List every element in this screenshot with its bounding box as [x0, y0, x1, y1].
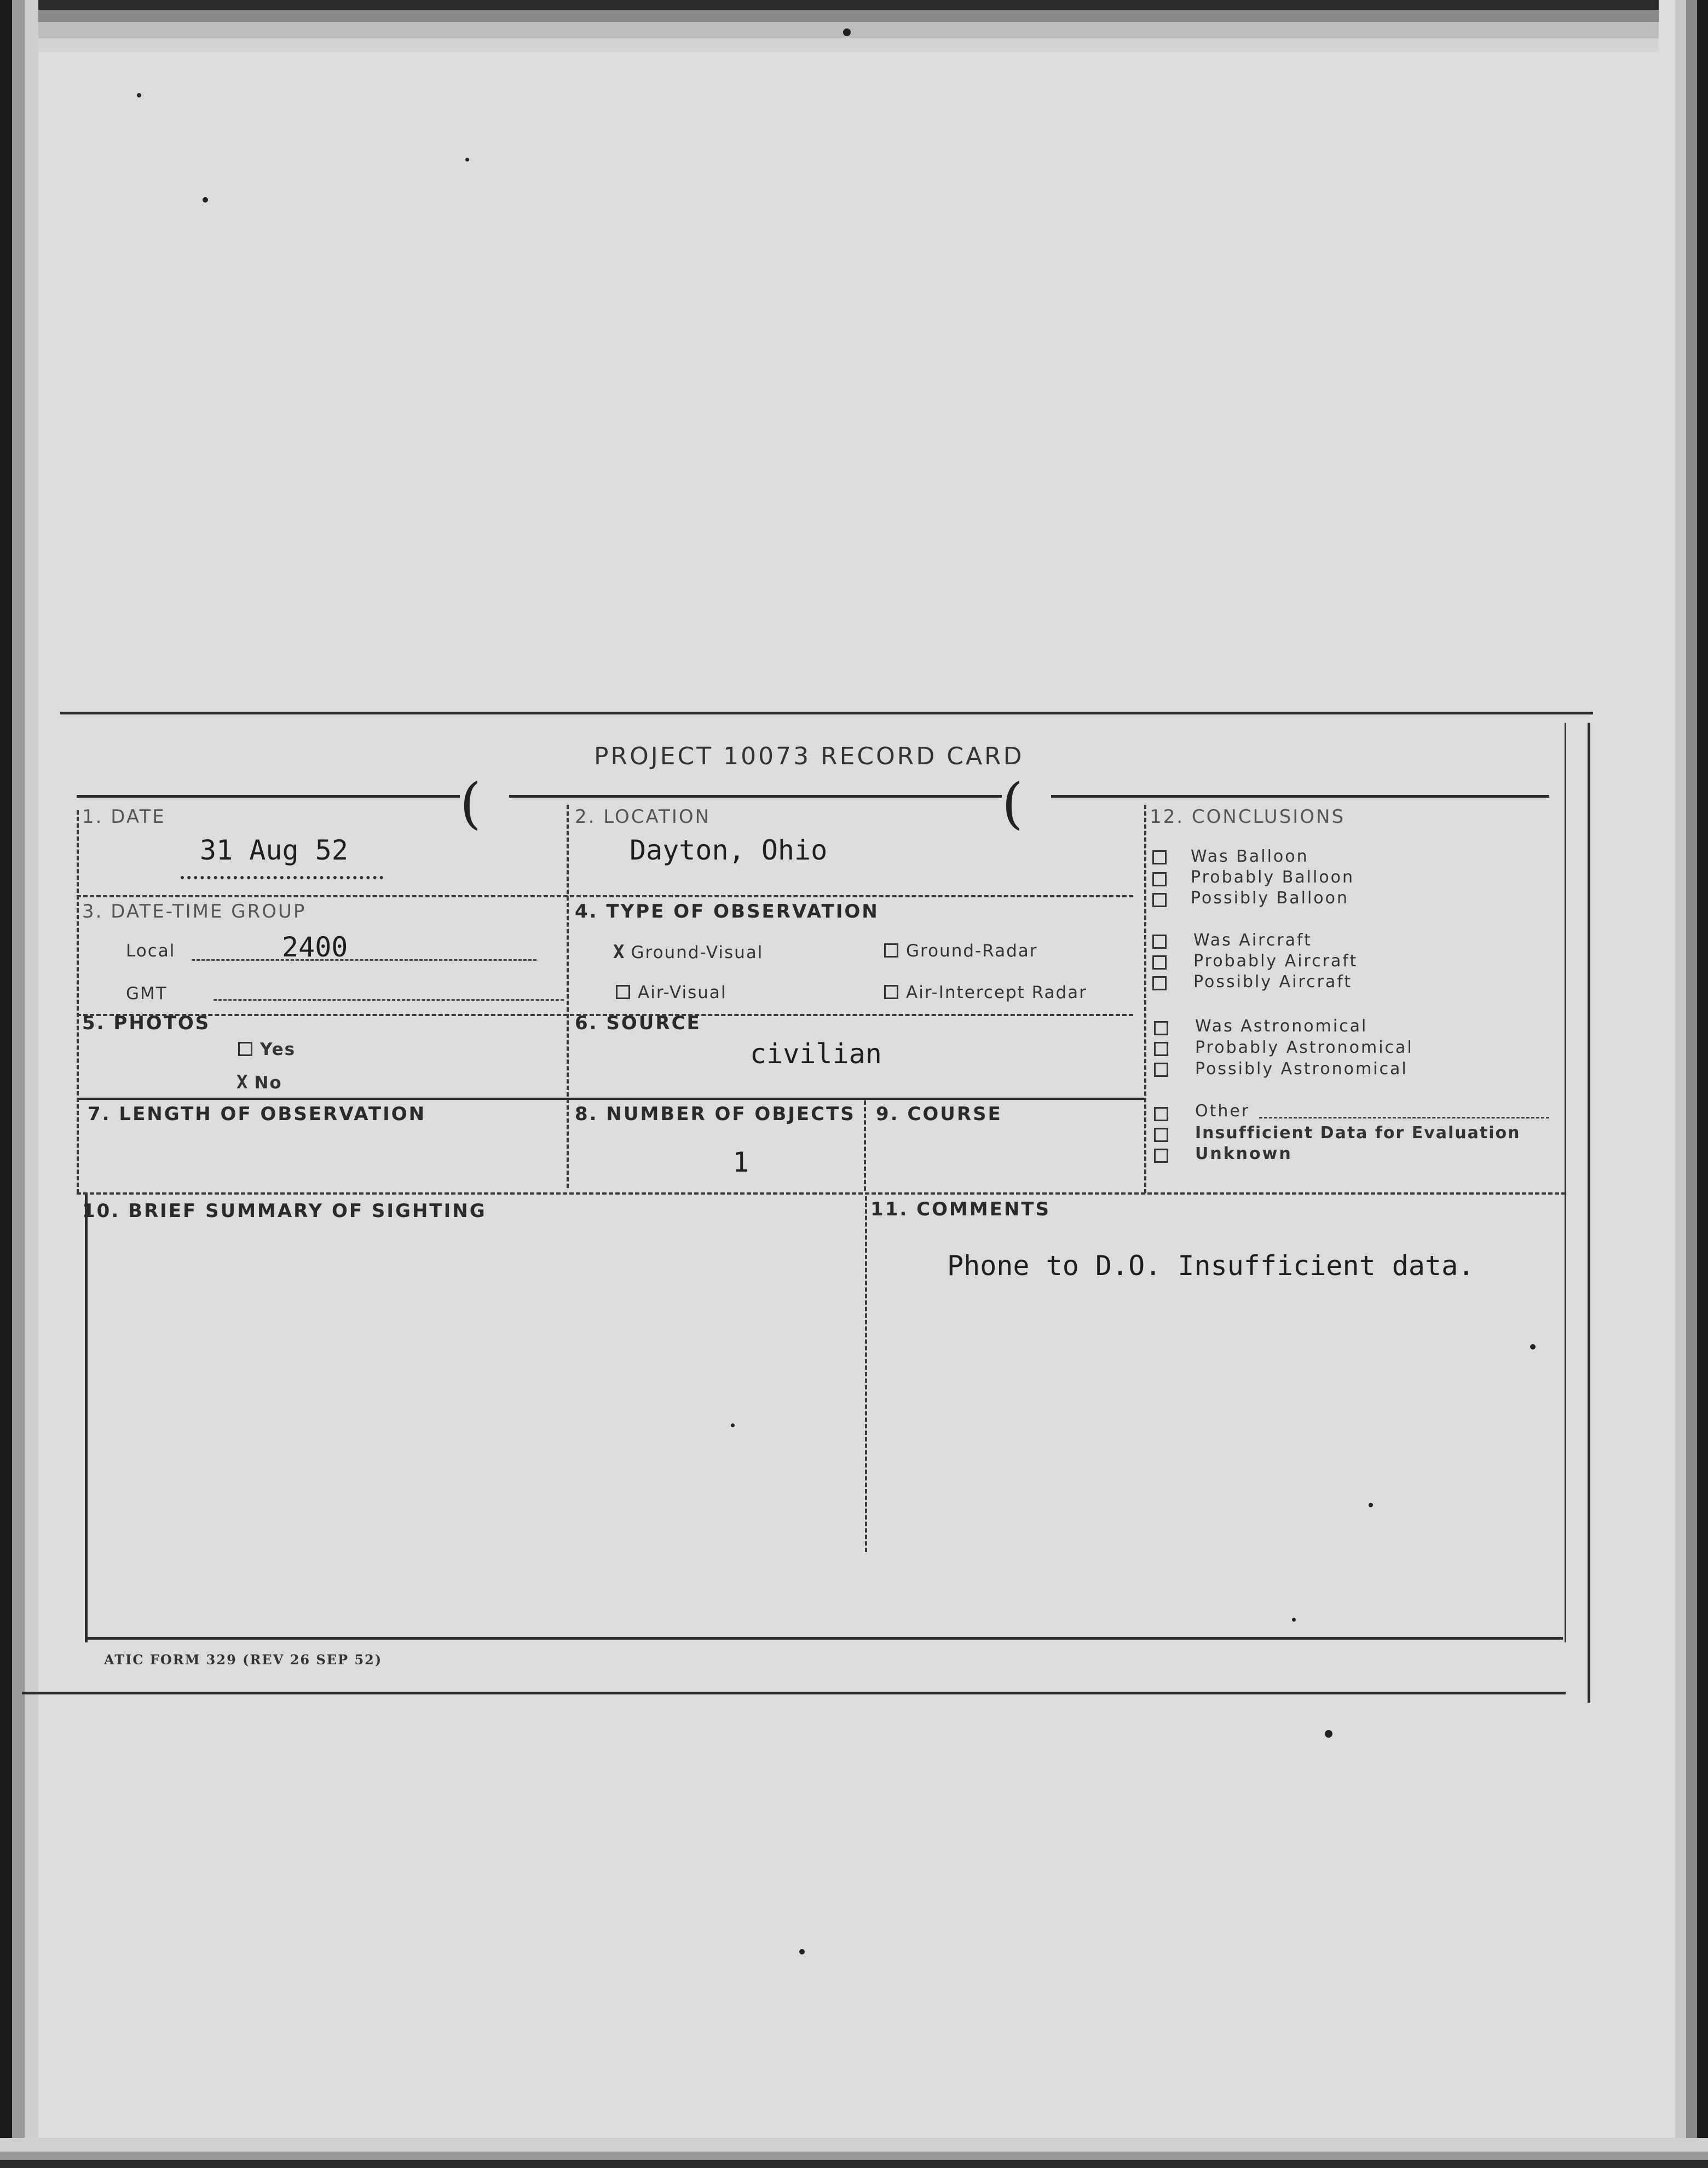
- date-time-group-label: 3. DATE-TIME GROUP: [82, 901, 307, 922]
- photos-no: [236, 1073, 282, 1092]
- comments-value: Phone to D.O. Insufficient data.: [947, 1250, 1475, 1282]
- brief-summary-label: 10. BRIEF SUMMARY OF SIGHTING: [82, 1200, 487, 1222]
- course-label: 9. COURSE: [876, 1103, 1002, 1125]
- checkbox-icon: [1152, 872, 1167, 886]
- checkbox-icon: [884, 985, 898, 999]
- row-rule-3: [77, 1098, 1144, 1100]
- location-value: Dayton, Ohio: [630, 834, 828, 866]
- speck: [203, 197, 208, 203]
- option-air-intercept-radar: [884, 984, 1087, 1001]
- local-time-value: 2400: [282, 931, 348, 963]
- conclusion-probably-balloon: Probably Balloon: [1191, 868, 1355, 887]
- conclusion-unknown: Unknown: [1195, 1144, 1292, 1163]
- checkbox-icon: [1152, 955, 1167, 970]
- punch-hole-mark: (: [1002, 771, 1024, 835]
- length-of-observation-label: 7. LENGTH OF OBSERVATION: [88, 1103, 426, 1125]
- conclusion-possibly-balloon: Possibly Balloon: [1191, 889, 1349, 908]
- checkbox-icon: [1152, 893, 1167, 907]
- conclusion-probably-aircraft: Probably Aircraft: [1193, 952, 1358, 971]
- checked-mark-icon: X: [613, 941, 626, 963]
- option-ground-radar: [884, 943, 1038, 960]
- gmt-label: GMT: [126, 984, 168, 1004]
- conclusion-was-aircraft: Was Aircraft: [1193, 931, 1312, 950]
- checkbox-icon: [1154, 1107, 1168, 1121]
- header-rule-right: [1051, 795, 1549, 798]
- option-air-visual-label: Air-Visual: [638, 983, 727, 1002]
- checkbox-icon: [1152, 850, 1167, 864]
- conclusion-possibly-aircraft: Possibly Aircraft: [1193, 972, 1353, 991]
- col-rule-left: [77, 810, 79, 1193]
- col-rule-c: [1144, 805, 1146, 1193]
- location-label: 2. LOCATION: [575, 806, 711, 828]
- scan-top-border: [0, 0, 1708, 52]
- speck: [731, 1423, 735, 1427]
- checkbox-icon: [1154, 1128, 1168, 1142]
- speck: [1325, 1730, 1332, 1738]
- conclusion-other: Other: [1195, 1102, 1250, 1121]
- speck: [137, 93, 141, 97]
- card-inner-right: [1565, 723, 1566, 1642]
- scan-left-border: [0, 0, 38, 2168]
- type-of-observation-label: 4. TYPE OF OBSERVATION: [575, 901, 879, 922]
- number-of-objects-label: 8. NUMBER OF OBJECTS: [575, 1103, 856, 1125]
- conclusion-was-astronomical: Was Astronomical: [1195, 1017, 1368, 1036]
- scan-bottom-border: [0, 2138, 1708, 2168]
- date-underline: [181, 876, 383, 879]
- other-line: [1259, 1117, 1549, 1118]
- date-value: 31 Aug 52: [200, 834, 348, 866]
- card-bottom-rule: [22, 1692, 1566, 1694]
- scan-right-border: [1659, 0, 1708, 2168]
- number-of-objects-value: 1: [732, 1146, 749, 1178]
- checkbox-icon: [1152, 976, 1167, 990]
- speck: [1530, 1344, 1536, 1350]
- source-value: civilian: [750, 1038, 882, 1070]
- option-ground-visual-label: Ground-Visual: [631, 943, 764, 962]
- source-label: 6. SOURCE: [575, 1012, 701, 1034]
- local-time-label: Local: [126, 941, 176, 961]
- checkbox-icon: [1154, 1042, 1168, 1056]
- photos-yes: [238, 1041, 296, 1058]
- row-rule-4: [77, 1192, 1566, 1195]
- col-rule-b: [864, 1100, 866, 1191]
- speck: [1369, 1503, 1373, 1507]
- checkbox-icon: [238, 1042, 252, 1056]
- col-rule-a1: [567, 805, 569, 1188]
- option-ground-radar-label: Ground-Radar: [906, 941, 1038, 961]
- checkbox-icon: [616, 985, 630, 999]
- conclusion-insufficient-data: Insufficient Data for Evaluation: [1195, 1123, 1521, 1143]
- card-title: PROJECT 10073 RECORD CARD: [594, 742, 1024, 770]
- gmt-line: [214, 999, 564, 1001]
- checkbox-icon: [1152, 935, 1167, 949]
- conclusion-possibly-astronomical: Possibly Astronomical: [1195, 1059, 1408, 1079]
- row-rule-1: [77, 895, 1133, 897]
- checked-mark-icon: X: [236, 1071, 249, 1093]
- punch-hole-mark: (: [460, 771, 482, 835]
- header-rule-mid: [509, 795, 1002, 798]
- card-inner-bottom: [85, 1637, 1563, 1640]
- speck: [1292, 1618, 1296, 1622]
- option-air-intercept-radar-label: Air-Intercept Radar: [906, 983, 1087, 1002]
- conclusion-probably-astronomical: Probably Astronomical: [1195, 1038, 1413, 1057]
- option-air-visual: [616, 984, 727, 1001]
- date-label: 1. DATE: [82, 806, 166, 828]
- speck: [843, 28, 851, 36]
- checkbox-icon: [1154, 1021, 1168, 1035]
- local-time-line: [192, 959, 536, 961]
- col-rule-comments: [865, 1196, 867, 1552]
- checkbox-icon: [884, 943, 898, 958]
- conclusion-was-balloon: Was Balloon: [1191, 847, 1309, 866]
- header-rule-left: [77, 795, 460, 798]
- option-ground-visual: [613, 943, 763, 961]
- conclusions-label: 12. CONCLUSIONS: [1150, 806, 1346, 828]
- speck: [799, 1949, 805, 1954]
- card-left-edge: [85, 1193, 88, 1642]
- card-top-rule: [60, 712, 1593, 714]
- photos-label: 5. PHOTOS: [82, 1012, 211, 1034]
- photos-yes-label: Yes: [260, 1040, 296, 1059]
- checkbox-icon: [1154, 1063, 1168, 1077]
- photos-no-label: No: [254, 1073, 282, 1093]
- form-number: ATIC FORM 329 (REV 26 SEP 52): [104, 1652, 383, 1668]
- speck: [465, 158, 469, 162]
- card-right-edge: [1588, 723, 1590, 1703]
- checkbox-icon: [1154, 1149, 1168, 1163]
- comments-label: 11. COMMENTS: [870, 1198, 1051, 1220]
